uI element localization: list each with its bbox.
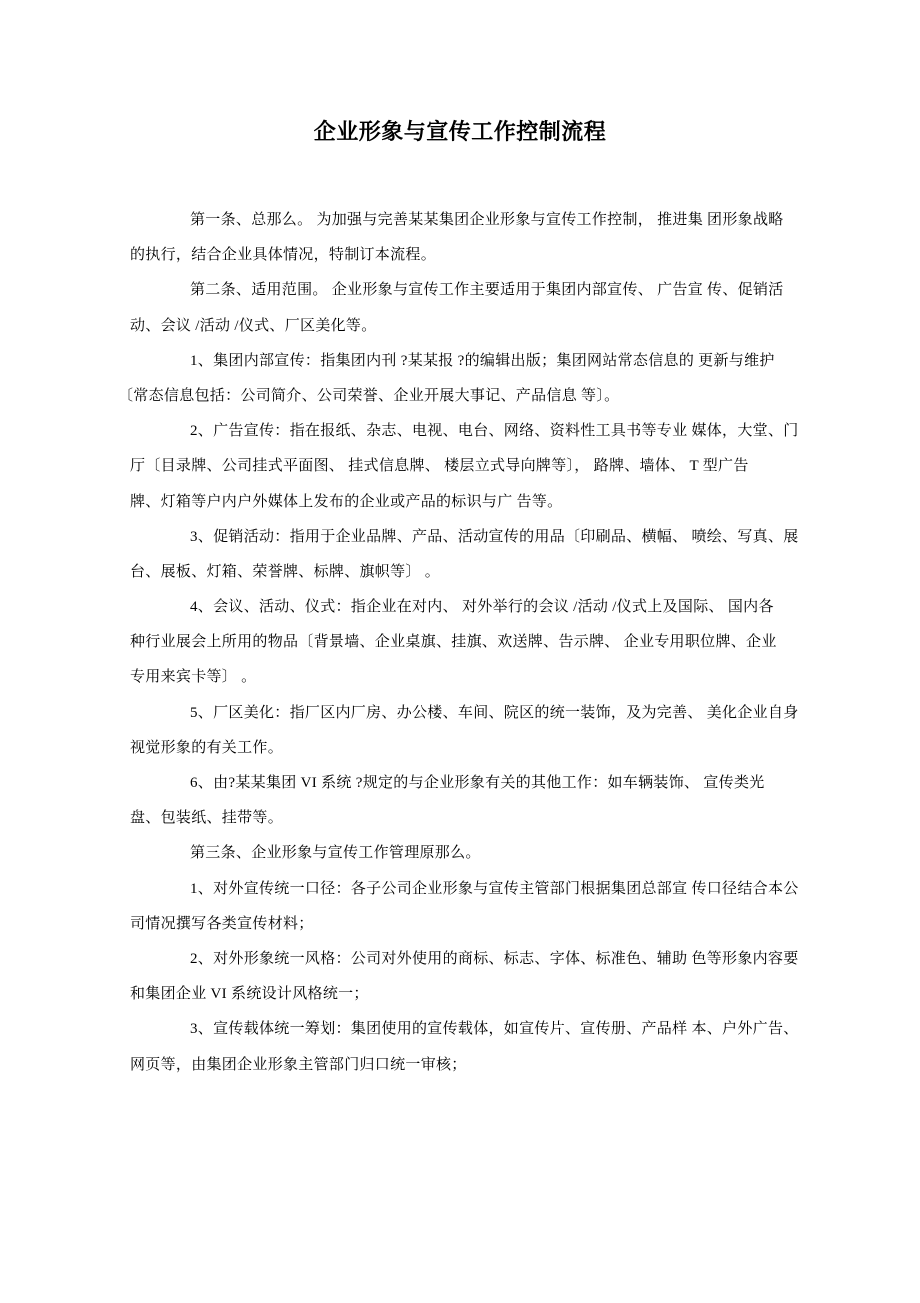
paragraph-first-line: 3、促销活动：指用于企业品牌、产品、活动宣传的用品〔印刷品、横幅、 喷绘、写真、展	[190, 528, 799, 545]
paragraph-first-line: 2、广告宣传：指在报纸、杂志、电视、电台、网络、资料性工具书等专业 媒体，大堂、门	[190, 423, 799, 440]
paragraph-line: 牌、灯箱等户内户外媒体上发布的企业或产品的标识与广 告等。	[130, 493, 563, 510]
paragraph-first-line: 1、对外宣传统一口径：各子公司企业形象与宣传主管部门根据集团总部宣 传口径结合本公	[190, 880, 799, 897]
paragraph-first-line: 2、对外形象统一风格：公司对外使用的商标、标志、字体、标准色、辅助 色等形象内容要	[190, 950, 799, 967]
paragraph-line: 〔常态信息包括：公司简介、公司荣誉、企业开展大事记、产品信息 等〕。	[118, 387, 620, 404]
paragraph-line: 和集团企业 VI 系统设计风格统一；	[130, 986, 369, 1003]
paragraph-line: 视觉形象的有关工作。	[130, 739, 284, 756]
paragraph-line: 盘、包装纸、挂带等。	[130, 810, 284, 827]
paragraph-line: 司情况撰写各类宣传材料；	[130, 915, 314, 932]
paragraph-line: 的执行，结合企业具体情况，特制订本流程。	[130, 247, 437, 264]
paragraph-first-line: 4、会议、活动、仪式：指企业在对内、 对外举行的会议 /活动 /仪式上及国际、 国内各	[190, 599, 774, 616]
paragraph-first-line: 第三条、企业形象与宣传工作管理原那么。	[190, 845, 481, 862]
paragraph-line: 网页等，由集团企业形象主管部门归口统一审核；	[130, 1056, 467, 1073]
paragraph-first-line: 第一条、总那么。 为加强与完善某某集团企业形象与宣传工作控制， 推进集 团形象战略	[190, 212, 784, 228]
paragraph-first-line: 第二条、适用范围。 企业形象与宣传工作主要适用于集团内部宣传、 广告宣 传、促销活	[190, 282, 784, 299]
paragraph-line: 专用来宾卡等〕 。	[130, 669, 257, 686]
paragraph-line: 台、展板、灯箱、荣誉牌、标牌、旗帜等〕 。	[130, 563, 441, 580]
paragraph-first-line: 5、厂区美化：指厂区内厂房、办公楼、车间、院区的统一装饰，及为完善、 美化企业自身	[190, 704, 799, 721]
paragraph-line: 动、会议 /活动 /仪式、厂区美化等。	[130, 317, 377, 334]
document-body	[118, 203, 799, 1083]
document-title: 企业形象与宣传工作控制流程	[313, 119, 607, 144]
paragraph-line: 厅〔目录牌、公司挂式平面图、 挂式信息牌、 楼层立式导向牌等〕， 路牌、墙体、 T 型广告	[130, 458, 749, 475]
paragraph-line: 种行业展会上所用的物品〔背景墙、企业桌旗、挂旗、欢送牌、告示牌、 企业专用职位牌、企业	[130, 634, 777, 651]
paragraph-first-line: 3、宣传载体统一筹划：集团使用的宣传载体，如宣传片、宣传册、产品样 本、户外广告、	[190, 1021, 799, 1038]
paragraph-first-line: 6、由?某某集团 VI 系统 ?规定的与企业形象有关的其他工作：如车辆装饰、 宣传类光	[190, 775, 765, 791]
paragraph-first-line: 1、集团内部宣传：指集团内刊 ?某某报 ?的编辑出版；集团网站常态信息的 更新与维护	[190, 352, 775, 369]
